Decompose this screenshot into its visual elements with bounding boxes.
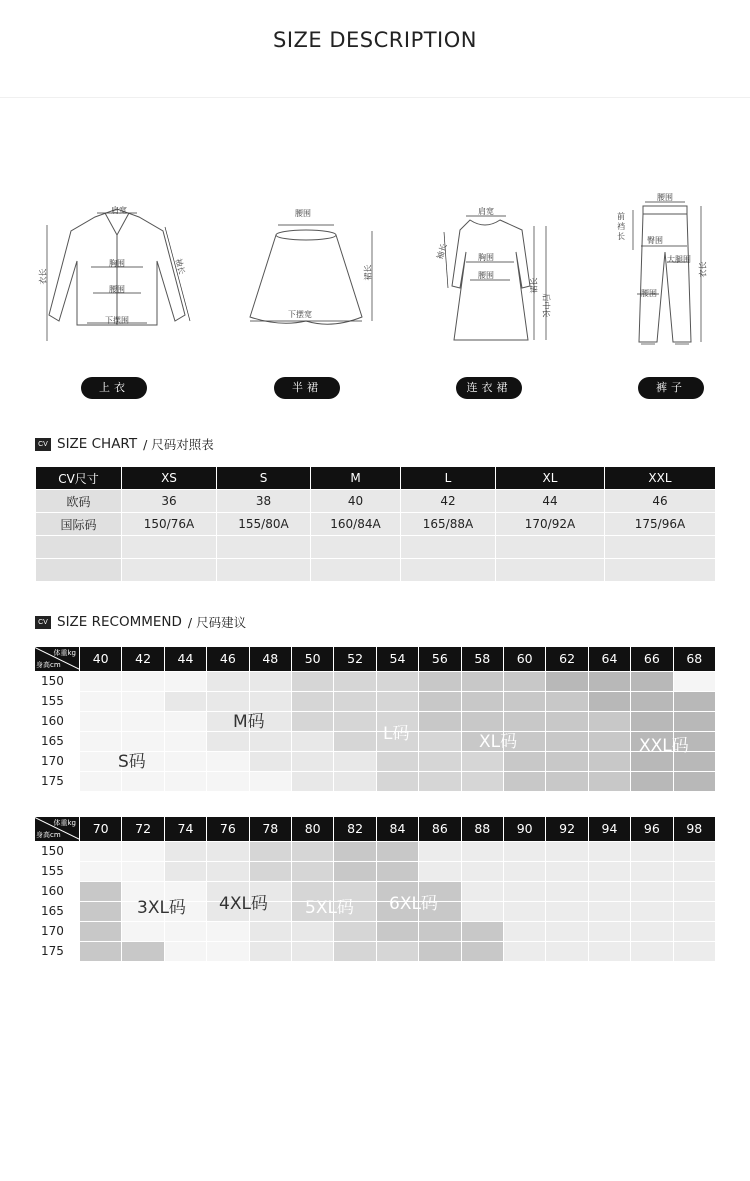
size-grid-cell [206, 731, 248, 751]
size-grid-cell [503, 691, 545, 711]
table-row [36, 513, 715, 535]
size-grid-cell [121, 711, 163, 731]
size-grid-cell [79, 731, 121, 751]
size-grid-cell [333, 771, 375, 791]
size-grid-cell [333, 671, 375, 691]
size-zone-label: M码 [233, 712, 265, 732]
size-grid-cell [503, 941, 545, 961]
label-shoulder: 肩宽 [478, 207, 494, 216]
size-grid-cell [164, 751, 206, 771]
height-row-label: 175 [41, 774, 64, 788]
size-grid-cell [461, 861, 503, 881]
size-grid-cell [164, 861, 206, 881]
size-grid-cell [164, 941, 206, 961]
label-length: 衣长 [698, 261, 708, 278]
table-cell [401, 536, 495, 558]
table-cell: 175/96A [605, 513, 715, 535]
size-grid-cell [461, 901, 503, 921]
size-grid-cell [461, 921, 503, 941]
size-grid-cell [461, 881, 503, 901]
grid-corner [35, 817, 79, 841]
size-grid-cell [503, 861, 545, 881]
size-grid-cell [461, 941, 503, 961]
size-chart-header: L [401, 467, 495, 489]
weight-header-cell: 66 [630, 647, 672, 671]
size-grid-cell [291, 691, 333, 711]
label-hem: 下摆围 [105, 316, 129, 325]
size-chart-header: XL [496, 467, 604, 489]
size-grid-cell [206, 921, 248, 941]
table-cell [311, 559, 400, 581]
size-grid-cell [79, 751, 121, 771]
table-cell [36, 536, 121, 558]
size-grid-cell [79, 861, 121, 881]
table-cell [605, 536, 715, 558]
weight-header-cell: 60 [503, 647, 545, 671]
table-cell: 36 [122, 490, 216, 512]
weight-header-cell: 44 [164, 647, 206, 671]
size-grid-cell [630, 941, 672, 961]
size-zone-label: 3XL码 [137, 898, 186, 918]
size-grid-cell [121, 921, 163, 941]
label-rise: 前裆长 [617, 212, 625, 241]
size-recommend-title: SIZE RECOMMEND [57, 614, 182, 630]
size-chart-header: M [311, 467, 400, 489]
corner-weight-label: 体重kg [53, 649, 76, 657]
size-grid-cell [673, 901, 715, 921]
size-grid-cell [79, 901, 121, 921]
size-chart-header: CV尺寸 [36, 467, 121, 489]
height-row-label: 160 [41, 714, 64, 728]
size-recommend-title-zh: / 尺码建议 [187, 615, 247, 630]
weight-header-cell: 54 [376, 647, 418, 671]
corner-height-label: 身高cm [36, 831, 61, 839]
size-grid-cell [333, 861, 375, 881]
weight-header-cell: 92 [545, 817, 587, 841]
height-row-label: 170 [41, 754, 64, 768]
size-grid-cell [333, 841, 375, 861]
size-grid-cell [376, 941, 418, 961]
size-grid-cell [588, 941, 630, 961]
garment-skirt-illustration [240, 205, 390, 335]
label-chest: 胸围 [109, 259, 125, 268]
weight-header-cell: 90 [503, 817, 545, 841]
size-grid-cell [418, 671, 460, 691]
label-length: 裙长 [363, 264, 373, 281]
size-grid-cell [164, 771, 206, 791]
size-grid-cell [291, 861, 333, 881]
label-shoulder: 肩宽 [111, 206, 127, 215]
size-grid-cell [164, 691, 206, 711]
size-grid-cell [545, 751, 587, 771]
size-grid-cell [418, 921, 460, 941]
size-grid-cell [545, 901, 587, 921]
table-row [36, 490, 715, 512]
weight-header-cell: 76 [206, 817, 248, 841]
size-grid-cell [503, 901, 545, 921]
cv-logo-icon: CV [35, 438, 51, 451]
size-grid-cell [376, 751, 418, 771]
height-row-label: 150 [41, 844, 64, 858]
size-grid-cell [503, 881, 545, 901]
size-grid-cell [333, 921, 375, 941]
size-grid-cell [206, 751, 248, 771]
size-grid-cell [121, 841, 163, 861]
size-grid-cell [376, 841, 418, 861]
size-grid-cell [376, 861, 418, 881]
size-grid-cell [333, 711, 375, 731]
size-grid-cell [588, 771, 630, 791]
size-grid-cell [545, 731, 587, 751]
size-chart-header-row [36, 467, 715, 489]
corner-height-label: 身高cm [36, 661, 61, 669]
label-hem: 下摆宽 [288, 310, 312, 319]
size-grid-cell [164, 731, 206, 751]
cv-logo-icon: CV [35, 616, 51, 629]
table-cell [605, 559, 715, 581]
size-grid-cell [121, 691, 163, 711]
size-grid-cell [461, 841, 503, 861]
garment-dress-illustration [430, 200, 555, 350]
size-grid-cell [121, 941, 163, 961]
size-grid-cell [291, 711, 333, 731]
page-title: SIZE DESCRIPTION [273, 28, 477, 52]
size-grid-cell [249, 671, 291, 691]
height-row-label: 155 [41, 694, 64, 708]
weight-header-cell: 94 [588, 817, 630, 841]
size-grid-cell [630, 711, 672, 731]
size-grid-cell [79, 711, 121, 731]
size-grid-cell [545, 691, 587, 711]
size-grid-cell [545, 921, 587, 941]
size-grid-cell [545, 881, 587, 901]
height-row-label: 170 [41, 924, 64, 938]
table-cell: 38 [217, 490, 310, 512]
height-row-label: 155 [41, 864, 64, 878]
weight-header-cell: 98 [673, 817, 715, 841]
size-grid-cell [630, 881, 672, 901]
weight-header-cell: 40 [79, 647, 121, 671]
size-grid-cell [545, 711, 587, 731]
label-sleeve: 袖长 [173, 257, 187, 276]
label-thigh: 大腿围 [667, 255, 691, 264]
size-grid-cell [673, 921, 715, 941]
height-row-label: 150 [41, 674, 64, 688]
garment-top-illustration [35, 195, 200, 355]
size-grid-cell [79, 921, 121, 941]
table-cell: 170/92A [496, 513, 604, 535]
weight-header-cell: 46 [206, 647, 248, 671]
grid-corner [35, 647, 79, 671]
size-grid-cell [376, 921, 418, 941]
label-waist: 腰围 [657, 193, 673, 202]
weight-header-cell: 72 [121, 817, 163, 841]
size-grid-cell [121, 771, 163, 791]
table-cell [401, 559, 495, 581]
size-grid-cell [291, 751, 333, 771]
label-length: 裙长 [529, 277, 539, 294]
size-grid-cell [673, 841, 715, 861]
weight-header-cell: 52 [333, 647, 375, 671]
size-recommend-grid-1 [35, 647, 715, 791]
size-grid-cell [503, 671, 545, 691]
shirt-icon [35, 195, 200, 355]
size-grid-cell [588, 861, 630, 881]
size-grid-cell [461, 771, 503, 791]
size-grid-cell [79, 671, 121, 691]
size-grid-cell [376, 691, 418, 711]
size-chart-header: XS [122, 467, 216, 489]
size-grid-cell [121, 671, 163, 691]
weight-header-cell: 64 [588, 647, 630, 671]
size-grid-cell [588, 691, 630, 711]
size-grid-cell [630, 841, 672, 861]
size-grid-cell [164, 711, 206, 731]
weight-header-cell: 56 [418, 647, 460, 671]
size-grid-cell [630, 691, 672, 711]
size-grid-cell [673, 691, 715, 711]
size-grid-cell [164, 921, 206, 941]
size-grid-cell [249, 921, 291, 941]
weight-header-cell: 70 [79, 817, 121, 841]
height-row-label: 160 [41, 884, 64, 898]
size-grid-cell [630, 771, 672, 791]
size-grid-cell [503, 841, 545, 861]
size-grid-cell [673, 881, 715, 901]
size-grid-cell [588, 841, 630, 861]
size-grid-cell [249, 771, 291, 791]
size-grid-cell [291, 771, 333, 791]
size-grid-cell [291, 941, 333, 961]
garment-button-pants[interactable]: 裤子 [638, 377, 704, 399]
size-grid-cell [418, 771, 460, 791]
size-chart-title: SIZE CHART [57, 436, 138, 452]
weight-header-cell: 84 [376, 817, 418, 841]
size-grid-cell [545, 841, 587, 861]
size-grid-cell [121, 861, 163, 881]
size-grid-cell [376, 671, 418, 691]
size-chart-heading [35, 436, 214, 452]
size-zone-label: 6XL码 [389, 894, 438, 914]
height-row-label: 165 [41, 904, 64, 918]
label-hip: 臀围 [647, 236, 663, 245]
size-grid-cell [503, 771, 545, 791]
table-cell: 46 [605, 490, 715, 512]
size-grid-cell [630, 901, 672, 921]
corner-weight-label: 体重kg [53, 819, 76, 827]
height-row-label: 165 [41, 734, 64, 748]
size-grid-cell [333, 941, 375, 961]
size-grid-cell [249, 941, 291, 961]
weight-header-cell: 68 [673, 647, 715, 671]
size-chart-title-zh: / 尺码对照表 [143, 437, 214, 452]
size-zone-label: 5XL码 [305, 898, 354, 918]
weight-header-cell: 96 [630, 817, 672, 841]
garment-pants-illustration [615, 192, 715, 352]
title-divider [0, 97, 750, 98]
size-grid-cell [333, 691, 375, 711]
size-grid-cell [164, 841, 206, 861]
size-grid-cell [545, 671, 587, 691]
size-grid-cell [588, 751, 630, 771]
label-waist: 腰围 [478, 271, 494, 280]
size-grid-cell [333, 751, 375, 771]
size-grid-cell [79, 841, 121, 861]
size-grid-cell [630, 861, 672, 881]
size-grid-cell [206, 671, 248, 691]
size-zone-label: 4XL码 [219, 894, 268, 914]
size-grid-cell [418, 731, 460, 751]
size-grid-cell [418, 861, 460, 881]
label-length: 衣长 [38, 268, 48, 285]
size-grid-cell [333, 731, 375, 751]
table-cell [217, 536, 310, 558]
weight-header-cell: 74 [164, 817, 206, 841]
size-grid-cell [588, 711, 630, 731]
size-grid-cell [545, 861, 587, 881]
table-row [36, 536, 715, 558]
size-grid-cell [461, 671, 503, 691]
size-zone-label: XL码 [479, 732, 518, 752]
size-grid-cell [673, 771, 715, 791]
table-cell: 150/76A [122, 513, 216, 535]
size-grid-cell [79, 941, 121, 961]
size-grid-cell [588, 731, 630, 751]
weight-header-cell: 62 [545, 647, 587, 671]
size-recommend-heading [35, 614, 246, 630]
table-cell [311, 536, 400, 558]
label-back-length: 后中长 [541, 293, 551, 318]
size-grid-cell [673, 671, 715, 691]
size-grid-cell [588, 881, 630, 901]
weight-header-cell: 58 [461, 647, 503, 671]
size-grid-cell [630, 671, 672, 691]
size-grid-cell [79, 691, 121, 711]
size-grid-cell [291, 671, 333, 691]
weight-header-cell: 88 [461, 817, 503, 841]
size-grid-cell [418, 841, 460, 861]
table-row [36, 559, 715, 581]
garment-button-dress[interactable]: 连衣裙 [456, 377, 522, 399]
size-recommend-grid-2 [35, 817, 715, 961]
table-cell: 欧码 [36, 490, 121, 512]
size-grid-cell [249, 861, 291, 881]
size-grid-cell [461, 751, 503, 771]
size-grid-cell [588, 671, 630, 691]
size-zone-label: L码 [383, 724, 410, 744]
size-grid-cell [418, 691, 460, 711]
label-waist: 腰围 [109, 285, 125, 294]
size-grid-cell [418, 711, 460, 731]
size-grid-cell [588, 901, 630, 921]
size-grid-cell [206, 841, 248, 861]
label-waist: 腰围 [295, 209, 311, 218]
size-grid-cell [545, 771, 587, 791]
table-cell: 160/84A [311, 513, 400, 535]
label-leg: 腰围 [641, 289, 657, 298]
size-grid-cell [79, 771, 121, 791]
label-sleeve: 袖长 [435, 242, 449, 261]
size-grid-cell [376, 771, 418, 791]
table-cell: 44 [496, 490, 604, 512]
label-chest: 胸围 [478, 253, 494, 262]
size-grid-cell [291, 841, 333, 861]
size-grid-cell [461, 691, 503, 711]
table-cell [496, 536, 604, 558]
size-grid-cell [503, 921, 545, 941]
table-cell: 165/88A [401, 513, 495, 535]
size-zone-label: S码 [118, 752, 146, 772]
table-cell [496, 559, 604, 581]
table-cell: 国际码 [36, 513, 121, 535]
table-cell [217, 559, 310, 581]
weight-header-cell: 82 [333, 817, 375, 841]
size-grid-cell [206, 941, 248, 961]
size-chart-table [35, 466, 716, 582]
size-grid-cell [588, 921, 630, 941]
weight-header-cell: 42 [121, 647, 163, 671]
size-grid-cell [249, 731, 291, 751]
size-grid-cell [673, 941, 715, 961]
weight-header-cell: 78 [249, 817, 291, 841]
weight-header-cell: 48 [249, 647, 291, 671]
weight-header-cell: 50 [291, 647, 333, 671]
size-grid-cell [79, 881, 121, 901]
height-row-label: 175 [41, 944, 64, 958]
table-cell: 40 [311, 490, 400, 512]
table-cell [36, 559, 121, 581]
size-grid-cell [673, 711, 715, 731]
garment-button-skirt[interactable]: 半裙 [274, 377, 340, 399]
size-chart-header: XXL [605, 467, 715, 489]
size-grid-cell [249, 751, 291, 771]
size-grid-cell [545, 941, 587, 961]
size-grid-cell [503, 751, 545, 771]
size-grid-cell [249, 841, 291, 861]
garment-button-top[interactable]: 上衣 [81, 377, 147, 399]
size-grid-cell [206, 861, 248, 881]
size-grid-cell [291, 731, 333, 751]
size-chart-header: S [217, 467, 310, 489]
size-grid-cell [164, 671, 206, 691]
size-grid-cell [418, 941, 460, 961]
size-zone-label: XXL码 [639, 736, 689, 756]
table-cell [122, 559, 216, 581]
size-grid-cell [206, 771, 248, 791]
weight-header-cell: 80 [291, 817, 333, 841]
size-grid-cell [630, 921, 672, 941]
size-grid-cell [418, 751, 460, 771]
size-grid-cell [291, 921, 333, 941]
weight-header-cell: 86 [418, 817, 460, 841]
size-grid-cell [673, 861, 715, 881]
table-cell [122, 536, 216, 558]
table-cell: 42 [401, 490, 495, 512]
table-cell: 155/80A [217, 513, 310, 535]
